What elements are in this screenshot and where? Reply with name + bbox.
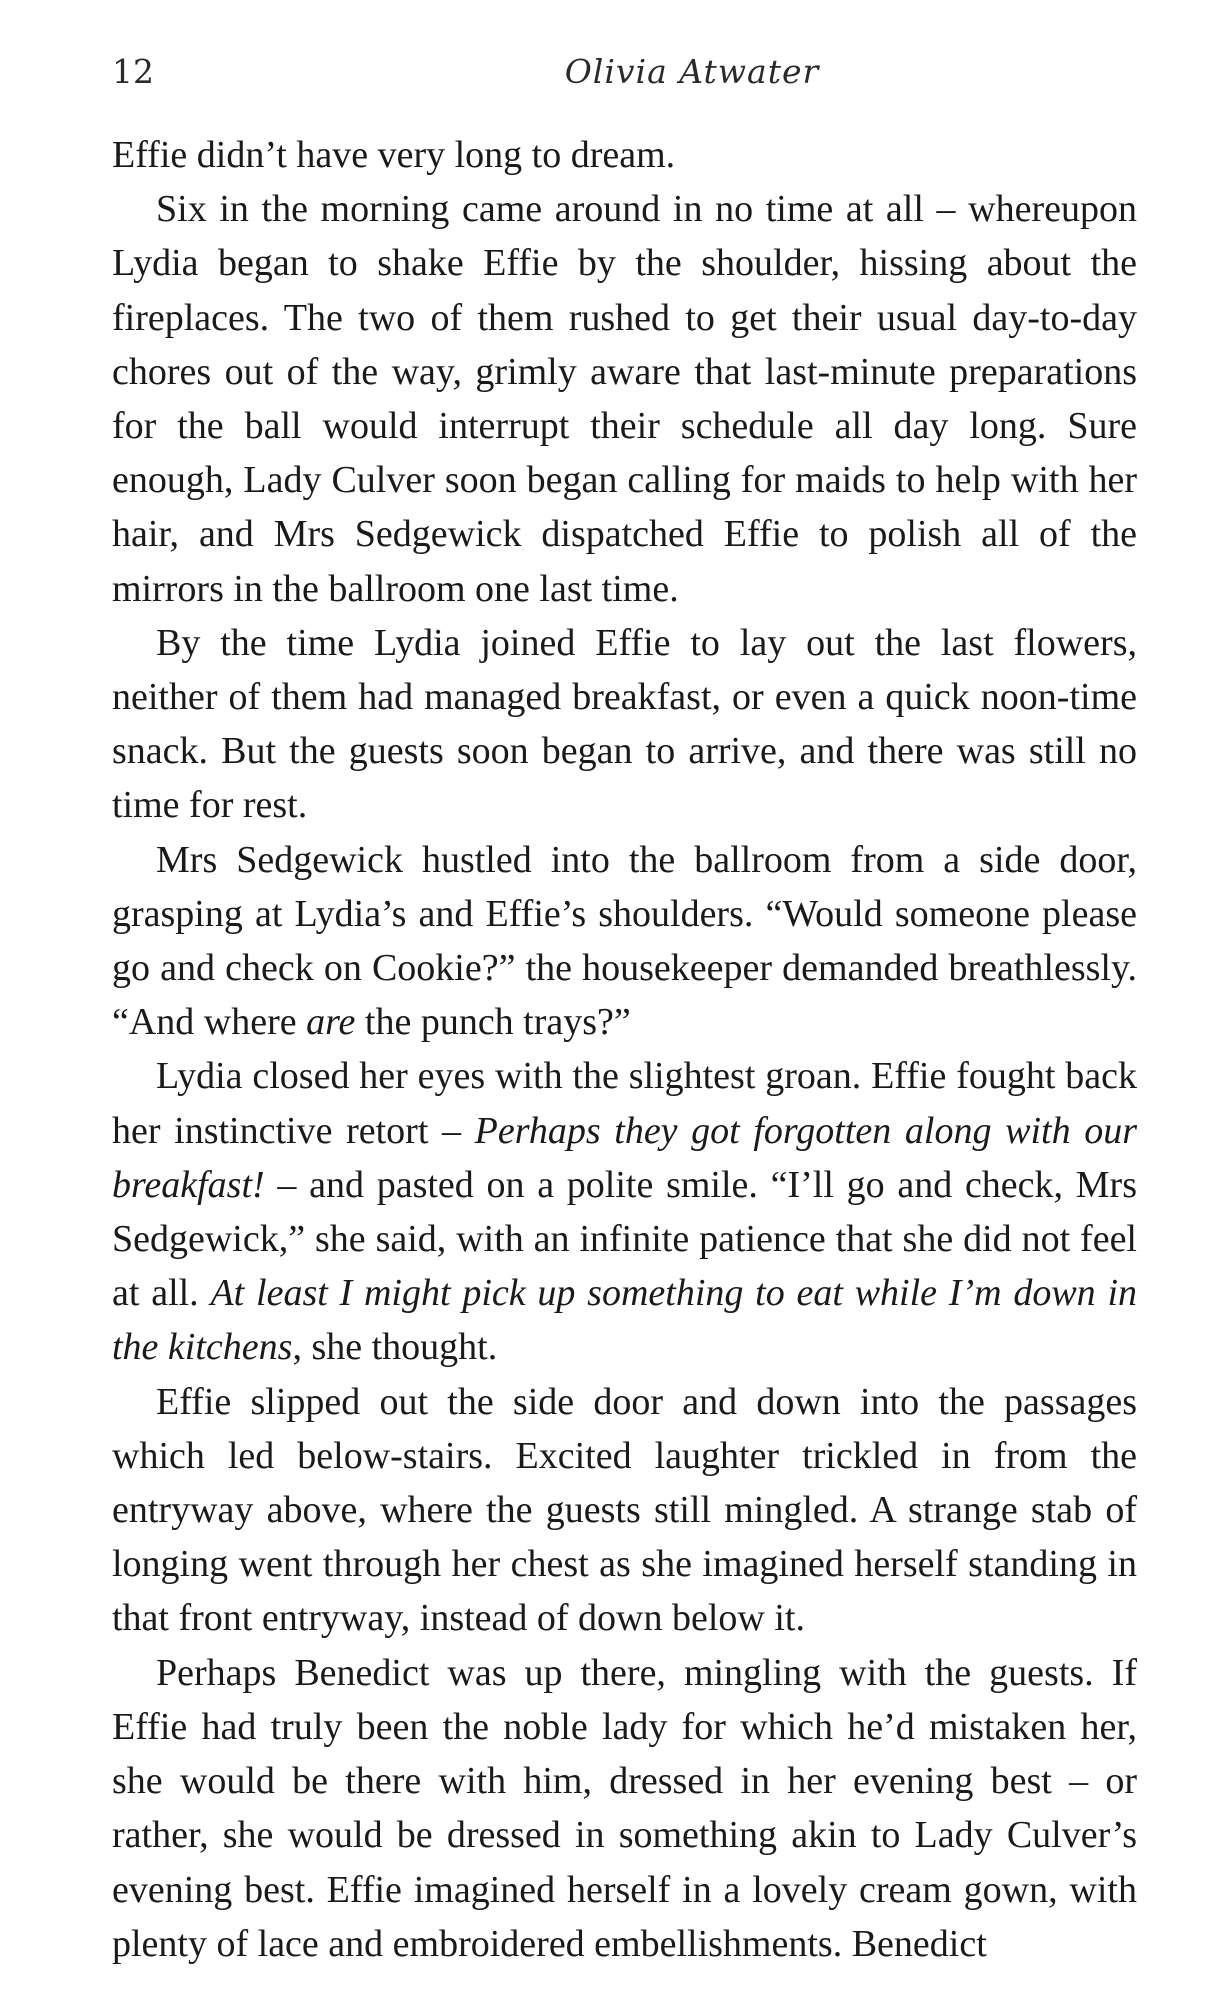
text-run: – and pasted on a polite smile. “I’ll go and check, Mrs Sedgewick,” she said, with an infinite patience that she did not feel at all. <box>112 1163 1137 1315</box>
text-run: Lydia closed her eyes with the slightest groan. Effie fought back her instinctive retort – <box>112 1055 1137 1152</box>
paragraph: Effie slipped out the side door and down into the passages which led below-stairs. Excited laughter trickled in from the entryway above, where the guests still mingled. A strange stab of longing went through her chest as she imagined herself standing in that front entryway, instead of down below it. <box>112 1380 1137 1640</box>
body-text <box>112 128 1137 1971</box>
text-run: , she thought. <box>292 1326 498 1369</box>
paragraph: Effie didn’t have very long to dream. <box>112 134 676 176</box>
text-run: Mrs Sedgewick hustled into the ballroom from a side door, grasping at Lydia’s and Effie’s shoulders. “Would someone please go and check on Cookie?” the housekeeper demanded breathlessly. “And where <box>112 838 1137 1044</box>
paragraph: By the time Lydia joined Effie to lay out the last flowers, neither of them had managed breakfast, or even a quick noon-time snack. But the guests soon began to arrive, and there was still no time for rest. <box>112 621 1137 827</box>
text-run: the punch trays?” <box>355 1001 631 1044</box>
book-author: Olivia Atwater <box>564 52 820 91</box>
paragraph <box>112 833 1137 1050</box>
paragraph <box>112 1049 1137 1374</box>
running-head <box>112 50 1142 94</box>
paragraph: Six in the morning came around in no time at all – whereupon Lydia began to shake Effie by the shoulder, hissing about the fireplaces. The two of them rushed to get their usual day-to-day chores out of the way, grimly aware that last-minute preparations for the ball would interrupt their schedule all day long. Sure enough, Lady Culver soon began calling for maids to help with her hair, and Mrs Sedgewick dispatched Effie to polish all of the mirrors in the ballroom one last time. <box>112 188 1137 610</box>
italic-text: At least I might pick up something to eat while I’m down in the kitchens <box>112 1272 1138 1369</box>
italic-text: Perhaps they got forgotten along with our breakfast! <box>112 1109 1137 1206</box>
paragraph: Perhaps Benedict was up there, mingling with the guests. If Effie had truly been the noble lady for which he’d mistaken her, she would be there with him, dressed in her evening best – or rather, she would be dressed in something akin to Lady Culver’s evening best. Effie imagined herself in a lovely cream gown, with plenty of lace and embroidered embellishments. Benedict <box>112 1651 1137 1965</box>
page-number: 12 <box>112 52 154 91</box>
italic-text: are <box>306 1001 356 1044</box>
